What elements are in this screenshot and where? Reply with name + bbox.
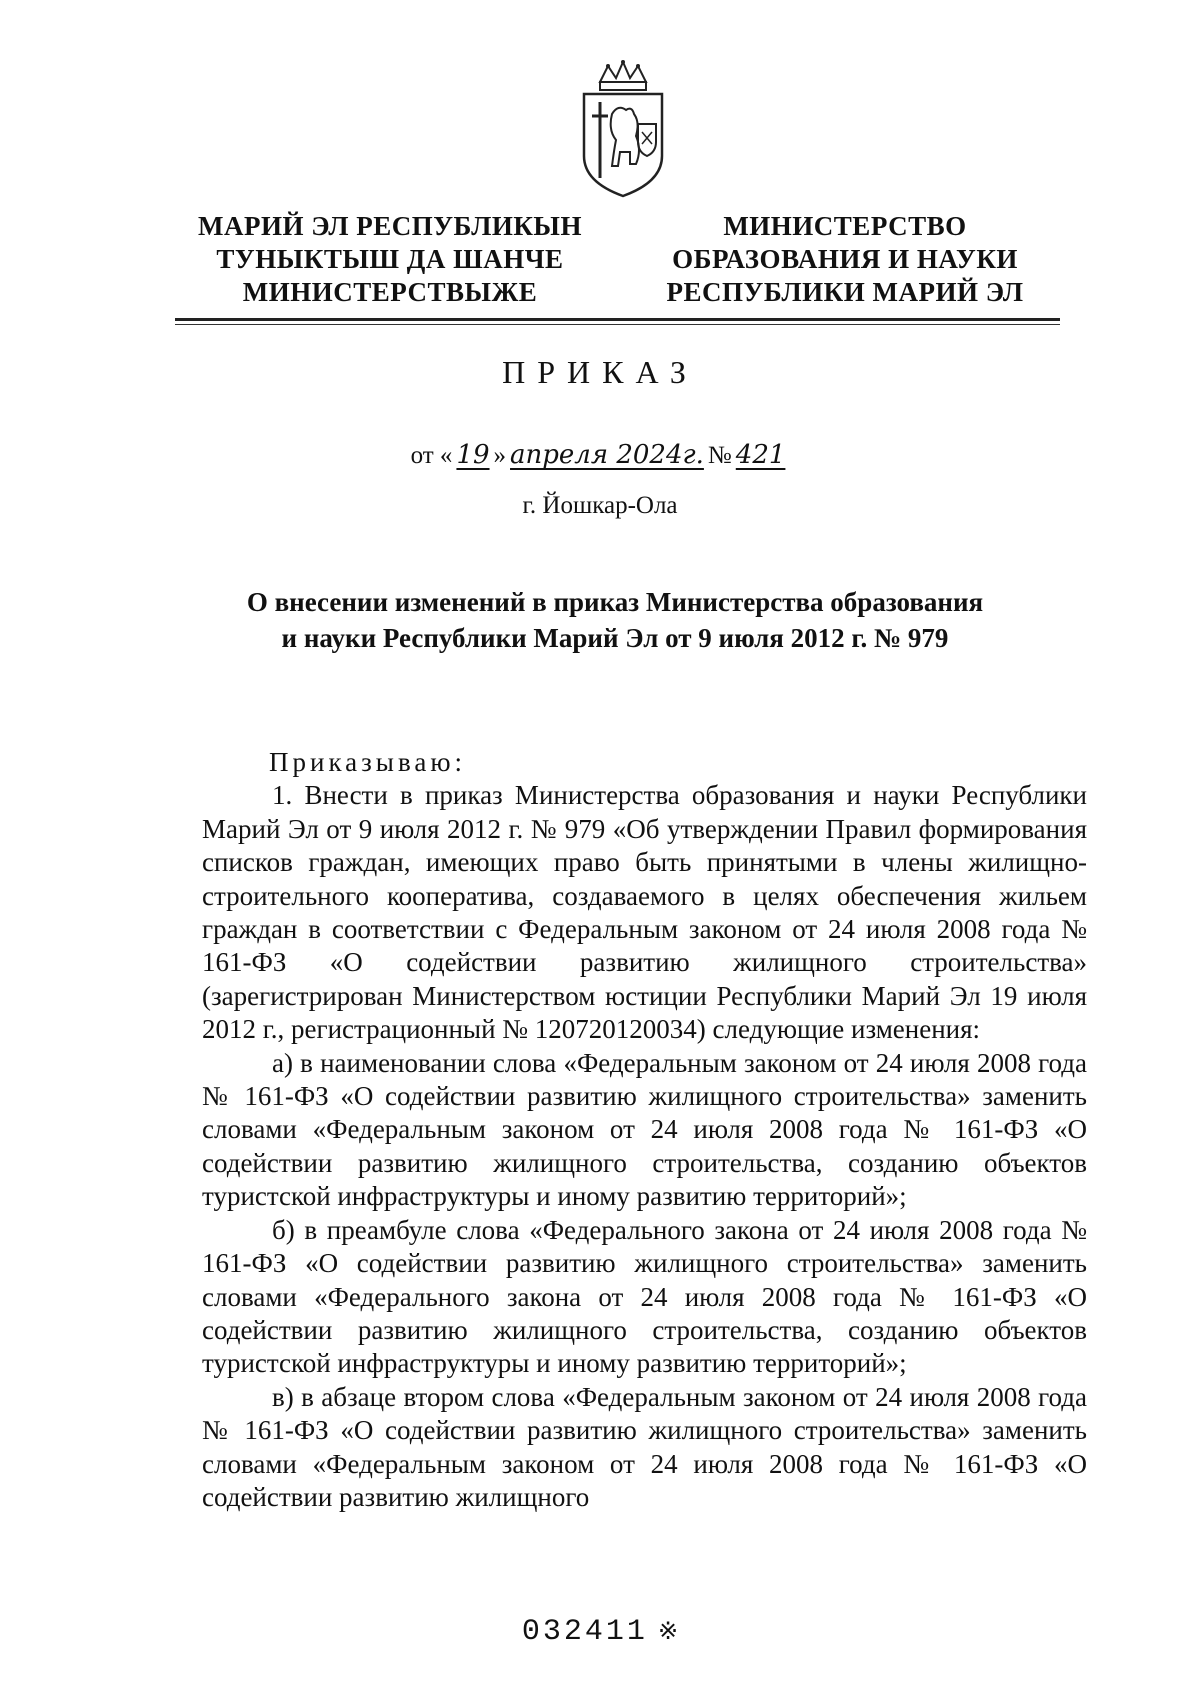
- date-day-handwritten: 19: [456, 440, 490, 470]
- paragraph-b: б) в преамбуле слова «Федерального закона от 24 июля 2008 года № 161-ФЗ «О содействии развитию жилищного строительства» заменить словами «Федерального закона от 24 июля 2008 года № 161-ФЗ «О содействии развитию жилищного строительства, созданию объектов туристской инфраструктуры и иному развитию территорий»;: [202, 1214, 1087, 1379]
- header-divider-thick: [175, 318, 1060, 321]
- header-right-line-2: ОБРАЗОВАНИЯ И НАУКИ: [672, 244, 1018, 274]
- header-right-ministry-russian: [650, 210, 1040, 309]
- header-left-line-1: МАРИЙ ЭЛ РЕСПУБЛИКЫН: [198, 211, 582, 241]
- document-city: г. Йошкар-Ола: [522, 492, 678, 519]
- document-date-number: [0, 440, 1200, 470]
- header-left-line-2: ТУНЫКТЫШ ДА ШАНЧЕ: [216, 244, 564, 274]
- document-number-handwritten: 421: [735, 440, 786, 470]
- paragraph-c: в) в абзаце втором слова «Федеральным законом от 24 июля 2008 года № 161-ФЗ «О содействии развитию жилищного строительства» заменить словами «Федеральным законом от 24 июля 2008 года № 161-ФЗ «О содействии развитию жилищного: [202, 1381, 1087, 1512]
- coat-of-arms-icon: [578, 60, 668, 198]
- serial-number: 032411: [521, 1615, 648, 1649]
- document-body: [202, 746, 1087, 1514]
- header-left-line-3: МИНИСТЕРСТВЫЖЕ: [242, 277, 538, 307]
- document-type-title: ПРИКАЗ: [502, 354, 698, 390]
- order-word: Приказываю:: [269, 747, 466, 777]
- header-right-line-1: МИНИСТЕРСТВО: [723, 211, 967, 241]
- date-prefix: от «: [410, 442, 453, 469]
- paragraph-a: а) в наименовании слова «Федеральным законом от 24 июля 2008 года № 161-ФЗ «О содействии развитию жилищного строительства» заменить словами «Федеральным законом от 24 июля 2008 года № 161-ФЗ «О содействии развитию жилищного строительства, созданию объектов туристской инфраструктуры и иному развитию территорий»;: [202, 1047, 1087, 1212]
- form-serial-number: [0, 1615, 1200, 1649]
- number-label: №: [707, 442, 732, 469]
- document-subject: [160, 584, 1070, 656]
- header-divider-thin: [175, 324, 1060, 325]
- subject-line-2: и науки Республики Марий Эл от 9 июля 2012 г. № 979: [281, 623, 949, 653]
- serial-mark-icon: ※: [657, 1620, 679, 1647]
- header-left-ministry-mari: [180, 210, 600, 309]
- date-month-year-handwritten: апреля 2024г.: [510, 440, 704, 470]
- header-right-line-3: РЕСПУБЛИКИ МАРИЙ ЭЛ: [666, 277, 1024, 307]
- subject-line-1: О внесении изменений в приказ Министерства образования: [246, 587, 984, 617]
- date-separator: »: [493, 442, 507, 469]
- paragraph-1: 1. Внести в приказ Министерства образования и науки Республики Марий Эл от 9 июля 2012 г. № 979 «Об утверждении Правил формирования списков граждан, имеющих право быть принятыми в члены жилищно-строительного кооператива, создаваемого в целях обеспечения жильем граждан в соответствии с Федеральным законом от 24 июля 2008 года № 161-ФЗ «О содействии развитию жилищного строительства» (зарегистрирован Министерством юстиции Республики Марий Эл 19 июля 2012 г., регистрационный № 120720120034) следующие изменения:: [202, 780, 1087, 1045]
